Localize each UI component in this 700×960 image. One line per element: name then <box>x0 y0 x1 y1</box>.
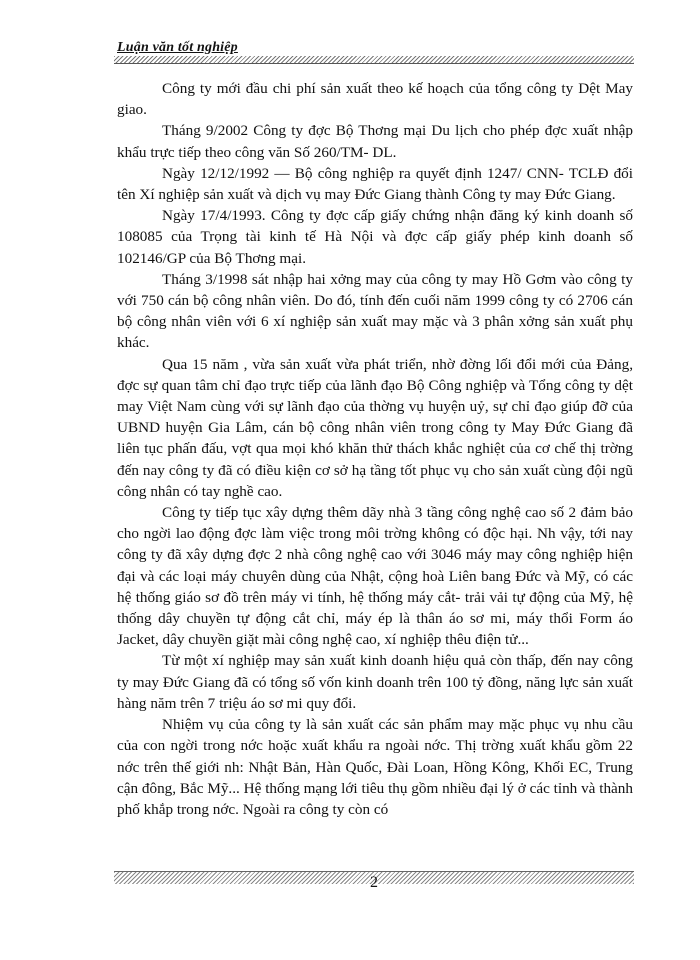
paragraph: Nhiệm vụ của công ty là sản xuất các sản phẩm may mặc phục vụ nhu cầu của con ngời trong nớc hoặc xuất khẩu ra ngoài nớc. Thị trờng xuất khẩu gồm 22 nớc trên thế giới nh: Nhật Bản, Hàn Quốc, Đài Loan, Hồng Kông, Khối EC, Trung cận đông, Bắc Mỹ... Hệ thống mạng lới tiêu thụ gồm nhiều đại lý ở các tỉnh và thành phố khắp trong nớc. Ngoài ra công ty còn có <box>117 716 633 818</box>
page-number: 2 <box>370 874 378 891</box>
paragraph: Công ty tiếp tục xây dựng thêm dãy nhà 3 tầng công nghệ cao số 2 đảm bảo cho ngời lao động đợc làm việc trong môi trờng không có độc hại. Nh vậy, tới nay công ty đã xây dựng đợc 2 nhà công nghệ cao với 3046 máy may công nghiệp hiện đại và các loại máy chuyên dùng của Nhật, cộng hoà Liên bang Đức và Mỹ, có các hệ thống giáo sơ đồ trên máy vi tính, hệ thống máy cắt- trải vải tự động của Mỹ, hệ thống dây chuyền tự động cắt chỉ, máy ép là thân áo sơ mi, máy thổi Form áo Jacket, dây chuyền giặt mài công nghệ cao, xí nghiệp thêu điện tử... <box>117 504 633 649</box>
paragraph: Tháng 9/2002 Công ty đợc Bộ Thơng mại Du lịch cho phép đợc xuất nhập khẩu trực tiếp theo công văn Số 260/TM- DL. <box>117 122 633 161</box>
body-text <box>117 78 633 820</box>
paragraph: Ngày 12/12/1992 — Bộ công nghiệp ra quyết định 1247/ CNN- TCLĐ đổi tên Xí nghiệp sản xuất và dịch vụ may Đức Giang thành Công ty may Đức Giang. <box>117 164 633 204</box>
header-title: Luận văn tốt nghiệp <box>117 40 238 55</box>
paragraph: Từ một xí nghiệp may sản xuất kinh doanh hiệu quả còn thấp, đến nay công ty may Đức Giang đã có tổng số vốn kinh doanh trên 100 tỷ đồng, năng lực sản xuất hàng năm trên 7 triệu áo sơ mi quy đổi. <box>117 652 633 712</box>
paragraph: Tháng 3/1998 sát nhập hai xởng may của công ty may Hồ Gơm vào công ty với 750 cán bộ công nhân viên. Do đó, tính đến cuối năm 1999 công ty có 2706 cán bộ công nhân viên với 6 xí nghiệp sản xuất may mặc và 3 phân xởng sản xuất phụ khác. <box>117 270 633 352</box>
paragraph: Công ty mới đầu chi phí sản xuất theo kế hoạch của tổng công ty Dệt May giao. <box>117 80 633 119</box>
header-rule <box>114 56 634 64</box>
paragraph: Ngày 17/4/1993. Công ty đợc cấp giấy chứng nhận đăng ký kinh doanh số 108085 của Trọng tài kinh tế Hà Nội và đợc cấp giấy phép kinh doanh số 102146/GP của Bộ Thơng mại. <box>117 207 633 267</box>
paragraph: Qua 15 năm , vừa sản xuất vừa phát triển, nhờ đờng lối đổi mới của Đảng, đợc sự quan tâm chỉ đạo trực tiếp của lãnh đạo Bộ Công nghiệp và Tổng công ty dệt may Việt Nam cùng với sự lãnh đạo của thờng vụ huyện uỷ, sự chỉ đạo giúp đỡ của UBND huyện Gia Lâm, cán bộ công nhân viên trong công ty May Đức Giang đã liên tục phấn đấu, vợt qua mọi khó khăn thử thách khắc nghiệt của cơ chế thị trờng đến nay công ty đã có điều kiện cơ sở hạ tầng tốt phục vụ cho sản xuất cùng đội ngũ công nhân có tay nghề cao. <box>117 355 633 500</box>
